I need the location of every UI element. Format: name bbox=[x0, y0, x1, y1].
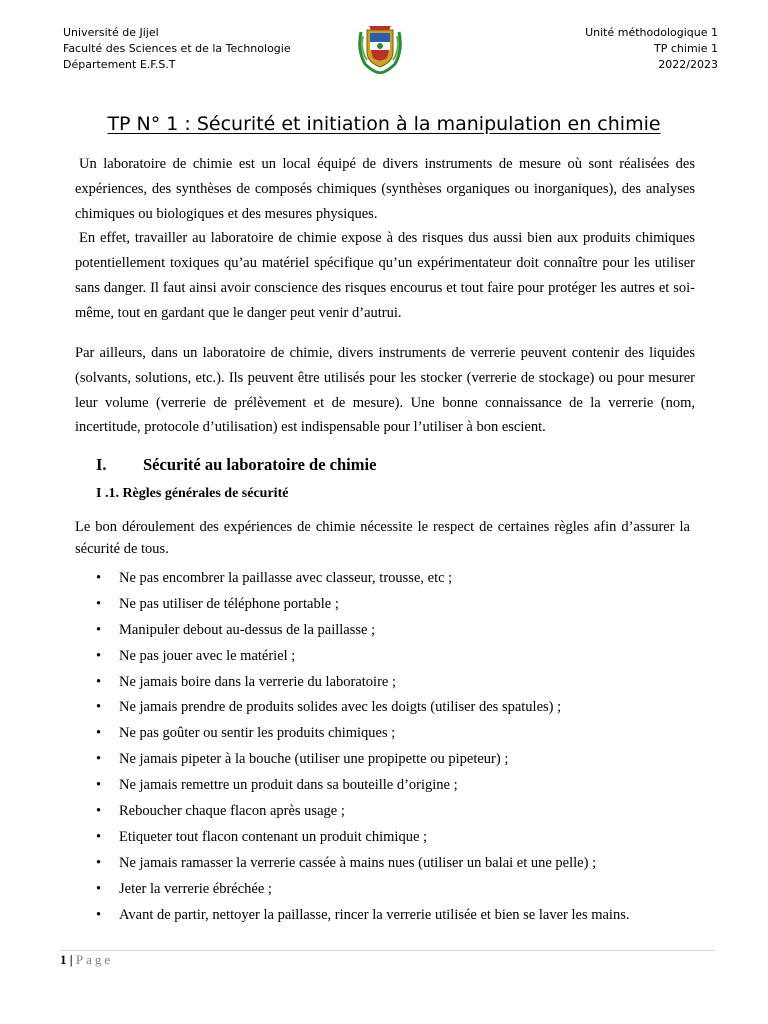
list-item: • Etiqueter tout flacon contenant un produit chimique ; bbox=[96, 828, 428, 845]
bullet-icon: • bbox=[96, 751, 102, 768]
bullet-icon: • bbox=[96, 570, 102, 586]
list-item: • Ne jamais remettre un produit dans sa bouteille d’origine ; bbox=[96, 777, 458, 794]
list-item: • Ne pas encombrer la paillasse avec classeur, trousse, etc ; bbox=[96, 570, 453, 586]
list-item: • Avant de partir, nettoyer la paillasse, rincer la verrerie utilisée et bien se laver les mains. bbox=[96, 906, 630, 923]
bullet-icon: • bbox=[96, 828, 102, 845]
page-label: Page bbox=[75, 952, 114, 967]
section-title: Sécurité au laboratoire de chimie bbox=[143, 455, 377, 474]
rules-list bbox=[96, 568, 629, 930]
bullet-icon: • bbox=[96, 906, 102, 923]
bullet-icon: • bbox=[96, 595, 102, 612]
header-left bbox=[63, 25, 291, 73]
page-number: 1 bbox=[60, 952, 67, 967]
bullet-icon: • bbox=[96, 673, 102, 690]
document-title: TP N° 1 : Sécurité et initiation à la manipulation en chimie bbox=[107, 113, 661, 135]
header-unit: Unité méthodologique 1 bbox=[585, 26, 718, 39]
bullet-icon: • bbox=[96, 777, 102, 794]
list-item: • Ne jamais boire dans la verrerie du laboratoire ; bbox=[96, 673, 396, 690]
intro-paragraph-part1: Un laboratoire de chimie est un local équipé de divers instruments de mesure où sont réalisées des expériences, des synthèses de composés chimiques (synthèses organiques ou inorganiques), des analyses chimiques ou biologiques et des mesures physiques. bbox=[75, 156, 695, 222]
page-footer bbox=[60, 952, 113, 968]
list-item: • Jeter la verrerie ébréchée ; bbox=[96, 880, 272, 897]
list-item: • Ne jamais prendre de produits solides avec les doigts (utiliser des spatules) ; bbox=[96, 699, 562, 716]
bullet-icon: • bbox=[96, 699, 102, 716]
footer-divider bbox=[60, 950, 715, 951]
bullet-icon: • bbox=[96, 854, 102, 871]
university-crest-icon bbox=[355, 22, 405, 74]
header-faculty: Faculté des Sciences et de la Technologie bbox=[63, 42, 291, 55]
bullet-icon: • bbox=[96, 880, 102, 897]
header-year: 2022/2023 bbox=[658, 58, 718, 71]
bullet-icon: • bbox=[96, 803, 102, 820]
list-item: • Manipuler debout au-dessus de la paillasse ; bbox=[96, 621, 376, 638]
bullet-icon: • bbox=[96, 725, 102, 742]
list-item: • Reboucher chaque flacon après usage ; bbox=[96, 803, 345, 820]
list-item: • Ne jamais ramasser la verrerie cassée à mains nues (utiliser un balai et une pelle) ; bbox=[96, 854, 597, 871]
list-item: • Ne pas utiliser de téléphone portable ; bbox=[96, 595, 339, 612]
subsection-heading: I .1. Règles générales de sécurité bbox=[96, 486, 289, 501]
glassware-paragraph: Par ailleurs, dans un laboratoire de chimie, divers instruments de verrerie peuvent contenir des liquides (solvants, solutions, etc.). Ils peuvent être utilisés pour les stocker (verrerie de stockage) ou pour mesurer leur volume (verrerie de prélèvement et de mesure). Une bonne connaissance de la verrerie (nom, incertitude, protocole d’utilisation) est indispensable pour l’utiliser à bon escient. bbox=[75, 345, 695, 436]
list-item: • Ne pas jouer avec le matériel ; bbox=[96, 647, 296, 664]
intro-paragraph-part2: En effet, travailler au laboratoire de chimie expose à des risques dus aussi bien aux produits chimiques potentiellement toxiques qu’au matériel spécifique qu’un expérimentateur doit connaître pour les utiliser sans danger. Il faut ainsi avoir conscience des risques encourus et tout faire pour protéger les autres et soi-même, tout en gardant que le danger peut venir d’autrui. bbox=[75, 230, 695, 321]
bullet-icon: • bbox=[96, 621, 102, 638]
header-university: Université de Jijel bbox=[63, 26, 159, 39]
list-item: • Ne jamais pipeter à la bouche (utiliser une propipette ou pipeteur) ; bbox=[96, 751, 509, 768]
section-number: I. bbox=[96, 455, 107, 474]
header-department: Département E.F.S.T bbox=[63, 58, 176, 71]
list-item: • Ne pas goûter ou sentir les produits chimiques ; bbox=[96, 725, 396, 742]
section-heading bbox=[96, 455, 376, 475]
header-right bbox=[585, 25, 718, 73]
bullet-icon: • bbox=[96, 647, 102, 664]
rules-intro: Le bon déroulement des expériences de chimie nécessite le respect de certaines règles afin d’assurer la sécurité de tous. bbox=[75, 519, 690, 557]
header-course: TP chimie 1 bbox=[654, 42, 718, 55]
intro-paragraph bbox=[75, 152, 695, 326]
footer-separator: | bbox=[66, 952, 76, 967]
